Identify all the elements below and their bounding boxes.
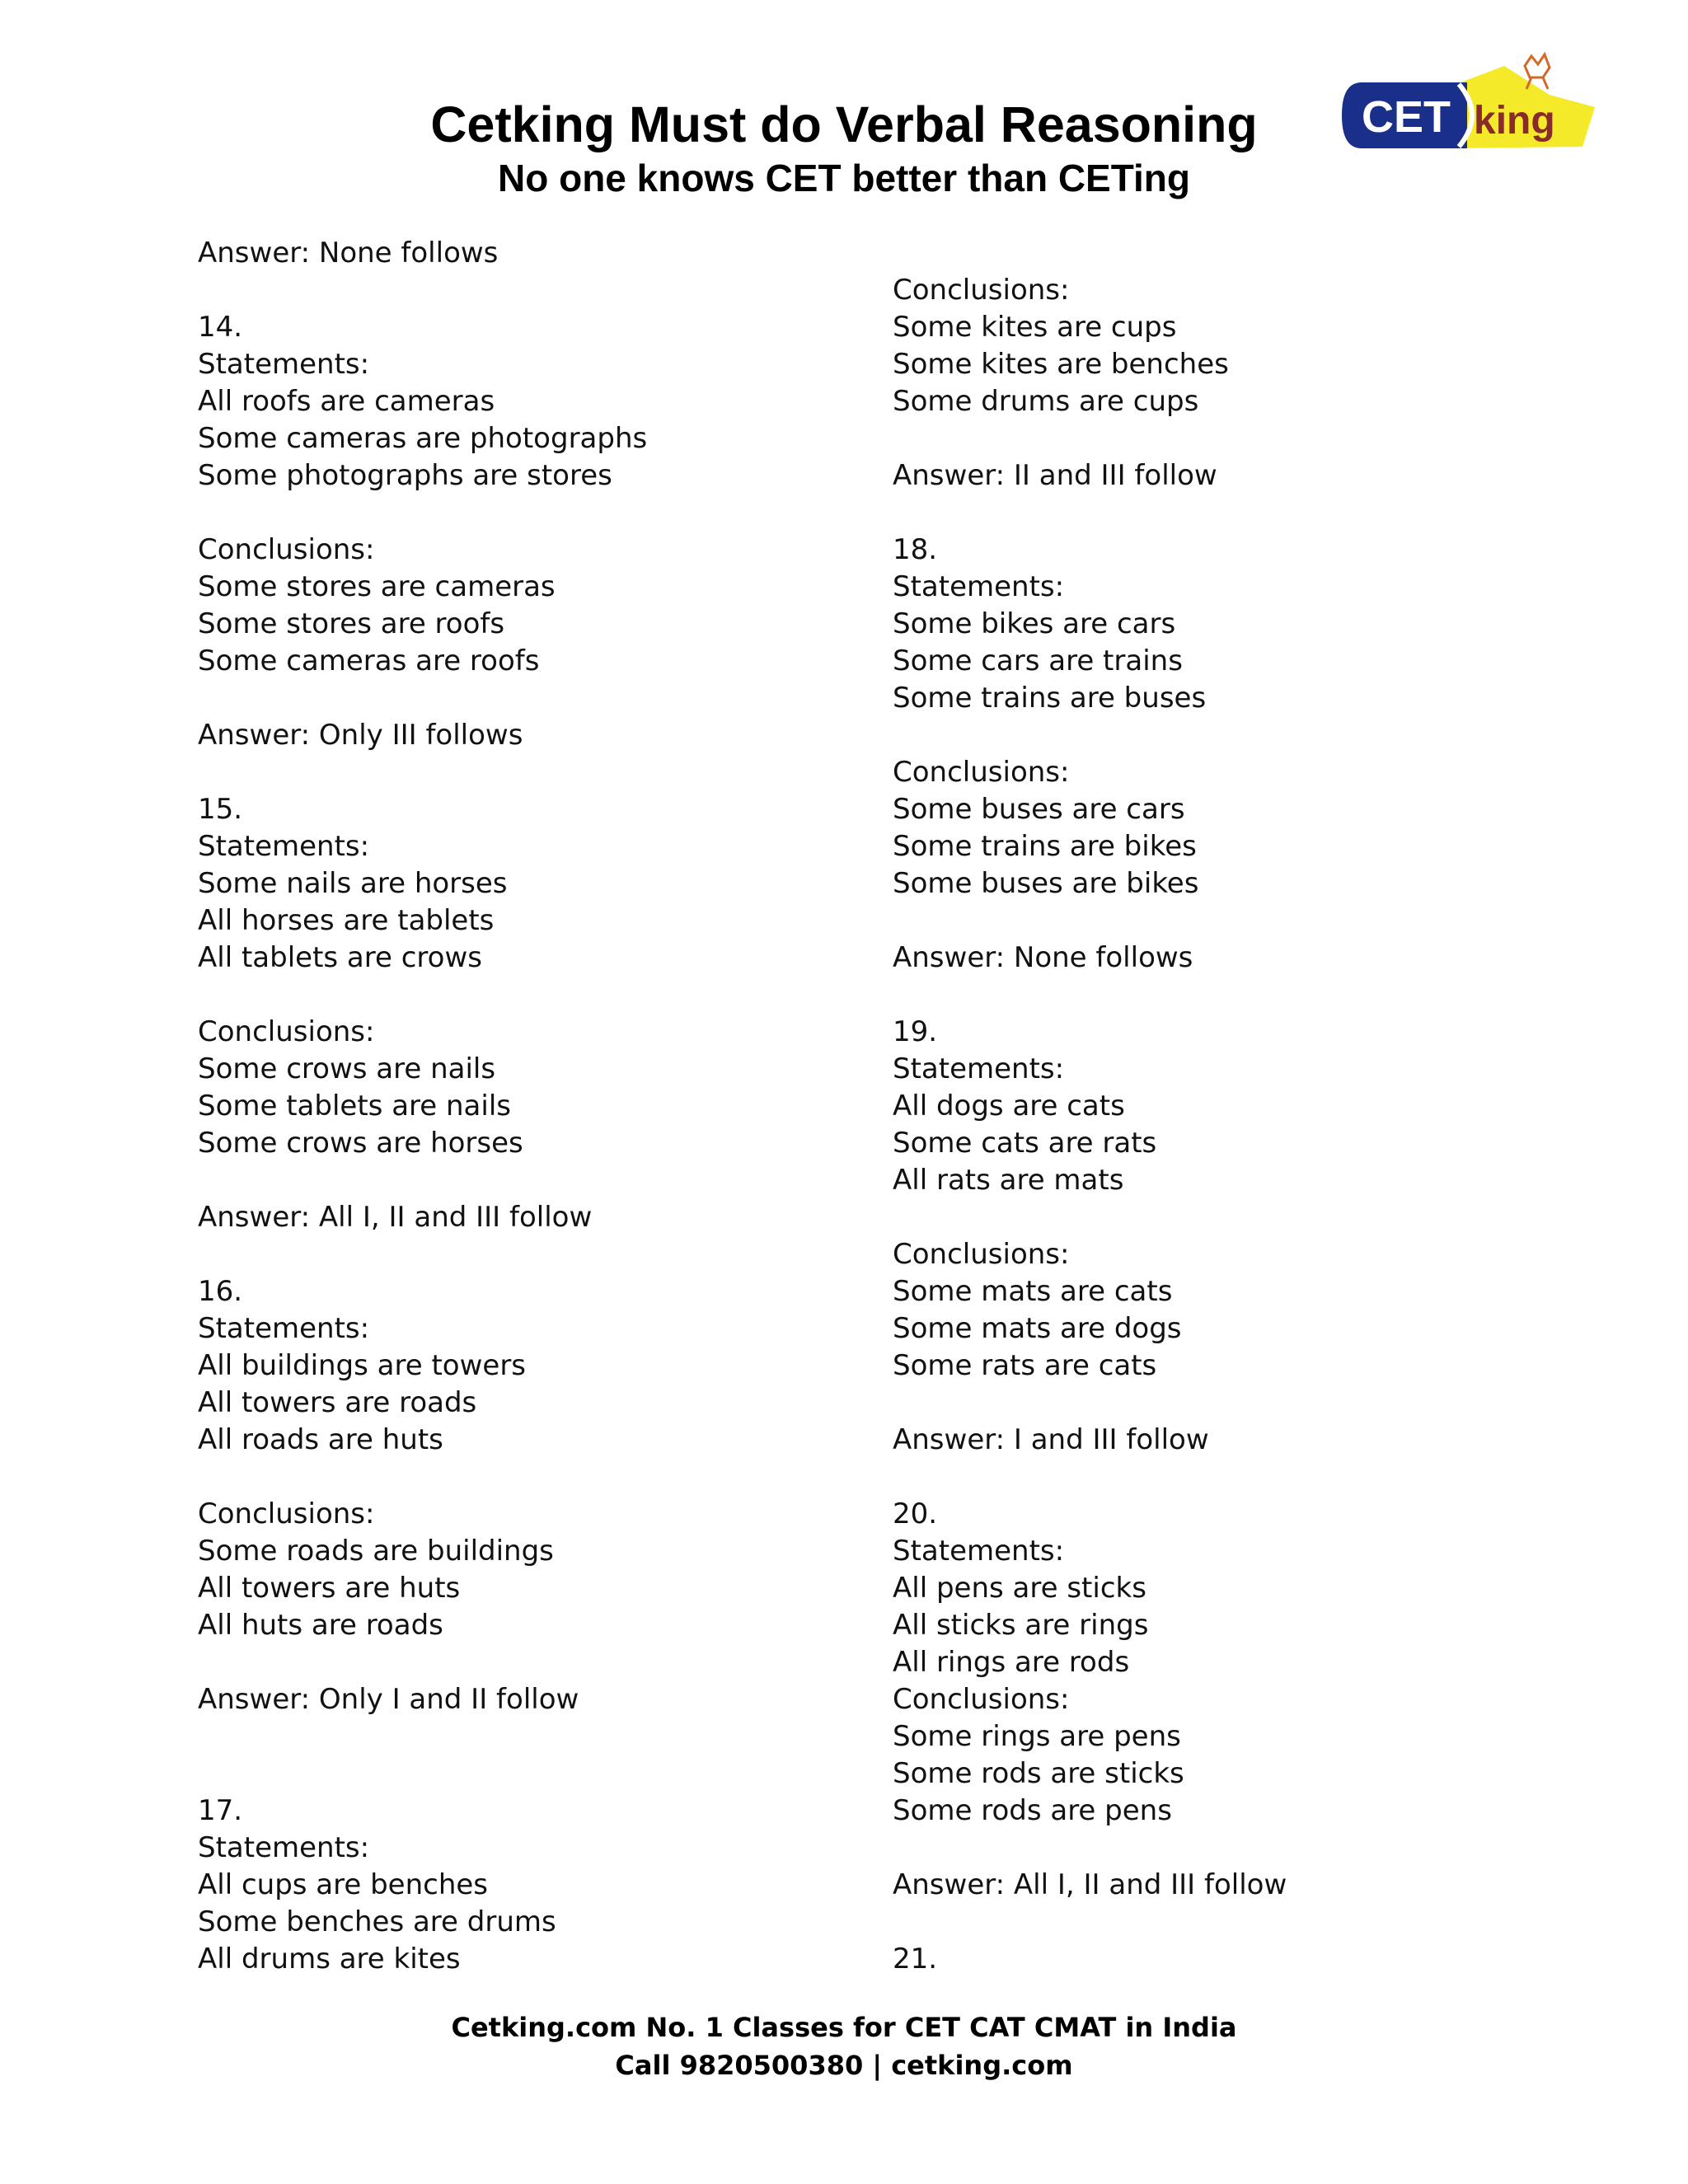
section-heading: Statements: — [198, 348, 370, 381]
text-line: Some kites are cups — [893, 311, 1177, 344]
section-heading: Conclusions: — [198, 1497, 375, 1530]
text-line: All buildings are towers — [198, 1349, 527, 1382]
text-line: All horses are tablets — [198, 904, 495, 937]
text-line: Some cameras are roofs — [198, 644, 540, 677]
page-footer — [0, 2008, 1688, 2084]
answer-line: Answer: All I, II and III follow — [893, 1868, 1287, 1901]
section-heading: Conclusions: — [893, 274, 1070, 307]
text-line: Some mats are dogs — [893, 1312, 1182, 1345]
text-line: Some benches are drums — [198, 1905, 556, 1938]
text-line: Some roads are buildings — [198, 1535, 554, 1568]
blank-line — [198, 1718, 882, 1755]
section-heading: Statements: — [198, 830, 370, 863]
page-header — [0, 0, 1688, 214]
blank-line — [893, 1830, 1577, 1867]
text-line: Some crows are nails — [198, 1052, 496, 1085]
section-heading: Statements: — [198, 1312, 370, 1345]
text-line: Some rings are pens — [893, 1720, 1181, 1753]
text-line: Some crows are horses — [198, 1127, 523, 1160]
text-line: All cups are benches — [198, 1868, 489, 1901]
footer-line-2: Call 9820500380 | cetking.com — [615, 2050, 1073, 2081]
section-heading: Conclusions: — [893, 1683, 1070, 1716]
text-line: All drums are kites — [198, 1943, 461, 1975]
blank-line — [893, 1459, 1577, 1496]
blank-line — [893, 717, 1577, 754]
logo-cet-text: CET — [1362, 92, 1451, 142]
text-line: All rats are mats — [893, 1164, 1124, 1197]
answer-line: Answer: Only I and II follow — [198, 1683, 579, 1716]
answer-line: Answer: Only III follows — [198, 719, 523, 752]
blank-line — [198, 977, 882, 1014]
question-number: 14. — [198, 311, 243, 344]
section-heading: Statements: — [893, 570, 1065, 603]
question-number: 16. — [198, 1275, 243, 1308]
text-line: Some cars are trains — [893, 644, 1183, 677]
text-line: All dogs are cats — [893, 1090, 1125, 1122]
text-line: All towers are roads — [198, 1386, 477, 1419]
text-line: Some cameras are photographs — [198, 422, 648, 455]
blank-line — [198, 754, 882, 791]
text-line: Some stores are roofs — [198, 607, 505, 640]
text-line: Some drums are cups — [893, 385, 1199, 418]
answer-line: Answer: None follows — [198, 237, 499, 269]
text-line: Some cats are rats — [893, 1127, 1157, 1160]
text-line: Some kites are benches — [893, 348, 1229, 381]
text-line: All rings are rods — [893, 1646, 1130, 1679]
text-line: All roofs are cameras — [198, 385, 495, 418]
blank-line — [198, 1162, 882, 1199]
text-line: All sticks are rings — [893, 1609, 1149, 1642]
text-line: All towers are huts — [198, 1572, 461, 1605]
section-heading: Conclusions: — [198, 533, 375, 566]
text-line: Some rats are cats — [893, 1349, 1157, 1382]
text-line: Some trains are bikes — [893, 830, 1197, 863]
answer-line: Answer: II and III follow — [893, 459, 1217, 492]
answer-line: Answer: All I, II and III follow — [198, 1201, 593, 1234]
text-line: Some stores are cameras — [198, 570, 556, 603]
section-heading: Statements: — [198, 1831, 370, 1864]
blank-line — [198, 1644, 882, 1681]
blank-line — [893, 1904, 1577, 1941]
section-heading: Statements: — [893, 1052, 1065, 1085]
blank-line — [198, 1755, 882, 1793]
text-line: All pens are sticks — [893, 1572, 1146, 1605]
left-text-column — [198, 235, 882, 1978]
text-line: Some mats are cats — [893, 1275, 1173, 1308]
section-heading: Statements: — [893, 1535, 1065, 1568]
right-text-column — [893, 235, 1577, 1978]
text-line: Some bikes are cars — [893, 607, 1176, 640]
blank-line — [893, 902, 1577, 940]
crown-icon — [1525, 54, 1550, 89]
blank-line — [198, 272, 882, 309]
blank-line — [893, 1199, 1577, 1236]
text-line: Some photographs are stores — [198, 459, 612, 492]
logo-graphic — [1335, 49, 1599, 165]
logo-king-text: king — [1474, 99, 1555, 143]
question-number: 15. — [198, 793, 243, 826]
question-number: 19. — [893, 1015, 938, 1048]
blank-line — [893, 494, 1577, 532]
blank-line — [893, 235, 1577, 272]
question-number: 18. — [893, 533, 938, 566]
page-title: Cetking Must do Verbal Reasoning — [430, 96, 1258, 152]
text-line: Some nails are horses — [198, 867, 508, 900]
blank-line — [893, 420, 1577, 457]
section-heading: Conclusions: — [893, 756, 1070, 789]
blank-line — [198, 494, 882, 532]
question-number: 20. — [893, 1497, 938, 1530]
footer-line-1: Cetking.com No. 1 Classes for CET CAT CMAT in India — [451, 2012, 1237, 2043]
text-line: All tablets are crows — [198, 941, 482, 974]
blank-line — [198, 1236, 882, 1273]
text-line: Some buses are bikes — [893, 867, 1199, 900]
page-subtitle: No one knows CET better than CETing — [498, 157, 1190, 199]
blank-line — [893, 977, 1577, 1014]
answer-line: Answer: I and III follow — [893, 1423, 1209, 1456]
text-line: All huts are roads — [198, 1609, 443, 1642]
text-line: Some trains are buses — [893, 682, 1207, 715]
blank-line — [198, 1459, 882, 1496]
blank-line — [893, 1385, 1577, 1422]
text-line: All roads are huts — [198, 1423, 443, 1456]
text-line: Some rods are pens — [893, 1794, 1172, 1827]
text-line: Some rods are sticks — [893, 1757, 1184, 1790]
text-line: Some buses are cars — [893, 793, 1185, 826]
question-number: 21. — [893, 1943, 938, 1975]
answer-line: Answer: None follows — [893, 941, 1193, 974]
section-heading: Conclusions: — [198, 1015, 375, 1048]
blank-line — [198, 680, 882, 717]
section-heading: Conclusions: — [893, 1238, 1070, 1271]
text-line: Some tablets are nails — [198, 1090, 511, 1122]
question-number: 17. — [198, 1794, 243, 1827]
cetking-logo — [1335, 49, 1599, 165]
